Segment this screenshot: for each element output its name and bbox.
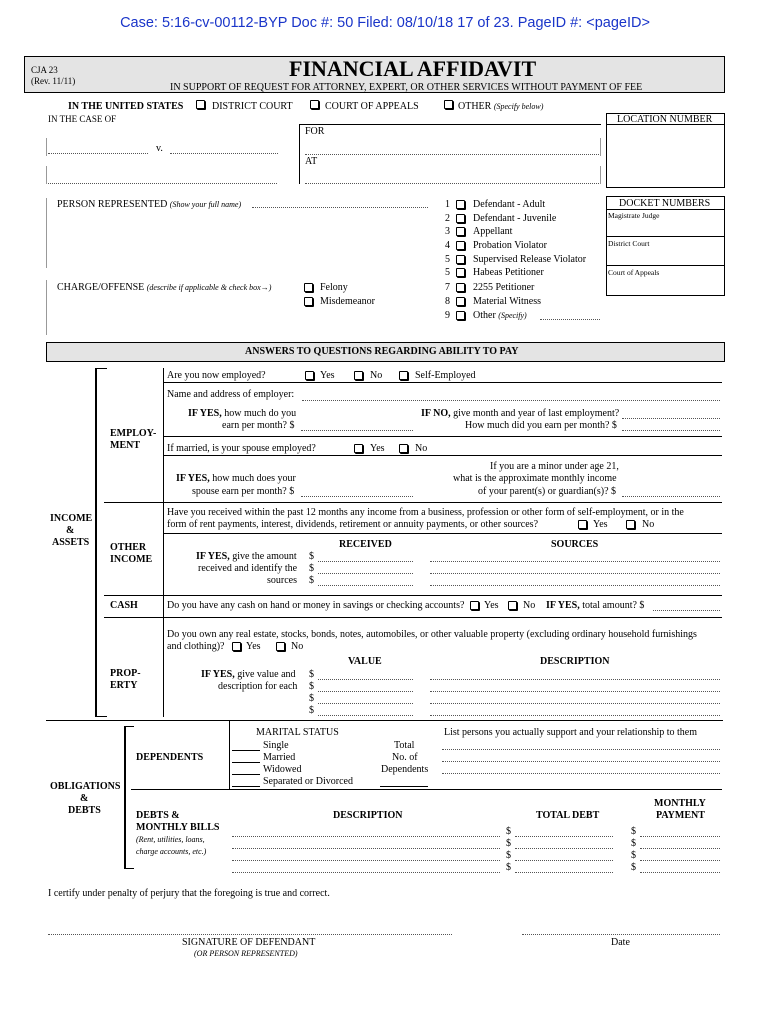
source-field[interactable]	[430, 561, 720, 562]
dollar-sign: $	[309, 563, 314, 574]
answers-header: ANSWERS TO QUESTIONS REGARDING ABILITY TO PAY	[245, 346, 519, 357]
other-income-label-1: OTHER	[110, 542, 147, 553]
employer-name-address-field[interactable]	[302, 400, 720, 401]
property-value-field[interactable]	[318, 703, 413, 704]
role-label: Probation Violator	[473, 240, 547, 251]
source-field[interactable]	[430, 573, 720, 574]
dollar-sign: $	[506, 850, 511, 861]
role-number: 3	[445, 226, 450, 237]
dollar-sign: $	[631, 862, 636, 873]
other-income-no-checkbox[interactable]	[626, 520, 635, 529]
dollar-sign: $	[506, 838, 511, 849]
property-yes-label: Yes	[246, 641, 261, 652]
in-the-us: IN THE UNITED STATES	[68, 101, 184, 112]
value-header: VALUE	[348, 656, 382, 667]
total-debt-header: TOTAL DEBT	[536, 810, 600, 821]
location-number-label: LOCATION NUMBER	[617, 114, 713, 125]
property-question-2: and clothing)?	[167, 641, 225, 652]
total-dependents-field[interactable]	[380, 786, 428, 787]
total-debt-field[interactable]	[515, 872, 613, 873]
property-description-field[interactable]	[430, 679, 720, 680]
income-assets-label-3: ASSETS	[52, 537, 90, 548]
total-dependents-2: No. of	[392, 752, 418, 763]
role-checkbox[interactable]	[456, 268, 465, 277]
charge-offense-label: CHARGE/OFFENSE (describe if applicable & check box→)	[57, 282, 272, 293]
cash-question: Do you have any cash on hand or money in savings or checking accounts?	[167, 600, 465, 611]
other-income-yes-checkbox[interactable]	[578, 520, 587, 529]
person-represented-field[interactable]	[252, 207, 428, 208]
dollar-sign: $	[309, 705, 314, 716]
role-label: Other (Specify)	[473, 310, 527, 321]
date-label: Date	[611, 937, 630, 948]
other-court-label: OTHER (Specify below)	[458, 101, 544, 112]
role-label: Appellant	[473, 226, 513, 237]
employed-no-label: No	[370, 370, 383, 381]
debt-description-field[interactable]	[232, 872, 500, 873]
parent-income-field[interactable]	[622, 496, 720, 497]
widowed-label: Widowed	[263, 764, 302, 775]
other-income-question-1: Have you received within the past 12 months any income from a business, profession or other form of self-employment, or in the	[167, 507, 684, 518]
dollar-sign: $	[631, 826, 636, 837]
debts-note-2: charge accounts, etc.)	[136, 847, 207, 856]
for-label: FOR	[305, 126, 325, 137]
debt-description-field[interactable]	[232, 860, 500, 861]
dollar-sign: $	[309, 575, 314, 586]
role-number: 5	[445, 267, 450, 278]
at-field[interactable]	[305, 183, 599, 184]
filing-header: Case: 5:16-cv-00112-BYP Doc #: 50 Filed: 08/10/18 17 of 23. PageID #: <pageID>	[120, 15, 650, 31]
cash-total-field[interactable]	[653, 610, 720, 611]
spouse-earn-field[interactable]	[301, 496, 413, 497]
marital-status-label: MARITAL STATUS	[256, 727, 339, 738]
at-label: AT	[305, 156, 318, 167]
married-label: Married	[263, 752, 296, 763]
give-value-label: IF YES, give value and	[201, 669, 296, 680]
self-employed-label: Self-Employed	[415, 370, 476, 381]
sources-header: SOURCES	[551, 539, 599, 550]
dollar-sign: $	[631, 838, 636, 849]
spouse-earn-1: IF YES, how much does your	[176, 473, 296, 484]
property-no-label: No	[291, 641, 304, 652]
role-number: 9	[445, 310, 450, 321]
self-employed-checkbox[interactable]	[399, 371, 408, 380]
role-number: 2	[445, 213, 450, 224]
dependent-person-field[interactable]	[442, 749, 720, 750]
income-assets-label-2: &	[66, 525, 75, 536]
dollar-sign: $	[506, 862, 511, 873]
dependents-label: DEPENDENTS	[136, 752, 204, 763]
spouse-earn-2: spouse earn per month? $	[192, 486, 295, 497]
give-amount-label: IF YES, give the amount	[196, 551, 297, 562]
spouse-no-checkbox[interactable]	[399, 444, 408, 453]
at-left-field[interactable]	[48, 183, 277, 184]
spouse-employed-question: If married, is your spouse employed?	[167, 443, 316, 454]
debts-note-1: (Rent, utilities, loans,	[136, 835, 205, 844]
how-much-did-you-earn: How much did you earn per month? $	[465, 420, 617, 431]
received-amount-field[interactable]	[318, 573, 413, 574]
spouse-yes-label: Yes	[370, 443, 385, 454]
district-court-checkbox[interactable]	[196, 100, 205, 109]
property-description-field[interactable]	[430, 703, 720, 704]
cash-yes-label: Yes	[484, 600, 499, 611]
form-rev: (Rev. 11/11)	[31, 76, 76, 86]
date-field[interactable]	[522, 934, 720, 935]
property-description-field[interactable]	[430, 691, 720, 692]
spouse-yes-checkbox[interactable]	[354, 444, 363, 453]
role-number: 4	[445, 240, 450, 251]
employed-yes-checkbox[interactable]	[305, 371, 314, 380]
total-debt-field[interactable]	[515, 848, 613, 849]
minor-income-2: what is the approximate monthly income	[453, 473, 617, 484]
monthly-payment-header-2: PAYMENT	[656, 810, 705, 821]
for-field[interactable]	[305, 154, 599, 155]
role-number: 7	[445, 282, 450, 293]
property-value-field[interactable]	[318, 679, 413, 680]
role-checkbox[interactable]	[456, 255, 465, 264]
other-income-yes-label: Yes	[593, 519, 608, 530]
last-employment-field[interactable]	[622, 418, 720, 419]
signature-note: (OR PERSON REPRESENTED)	[194, 949, 298, 958]
role-label: Material Witness	[473, 296, 542, 307]
other-income-question-2: form of rent payments, interest, dividends, retirement or annuity payments, or other sources?	[167, 519, 539, 530]
other-income-no-label: No	[642, 519, 655, 530]
defendant-field[interactable]	[170, 153, 278, 154]
if-yes-earn-1: IF YES, how much do you	[188, 408, 297, 419]
role-checkbox[interactable]	[456, 297, 465, 306]
if-no-last-employment: IF NO, give month and year of last employment?	[421, 408, 620, 419]
certify-statement: I certify under penalty of perjury that the foregoing is true and correct.	[48, 888, 330, 899]
income-assets-label-1: INCOME	[50, 513, 93, 524]
debt-description-field[interactable]	[232, 848, 500, 849]
cash-no-label: No	[523, 600, 536, 611]
dollar-sign: $	[309, 681, 314, 692]
cash-total-label: IF YES, total amount? $	[546, 600, 645, 611]
property-description-field[interactable]	[430, 715, 720, 716]
signature-field[interactable]	[48, 934, 452, 935]
monthly-payment-field[interactable]	[640, 872, 720, 873]
docket-court-of-appeals[interactable]: Court of Appeals	[608, 268, 660, 277]
role-number: 1	[445, 199, 450, 210]
other-role-field[interactable]	[540, 319, 600, 320]
docket-magistrate-judge[interactable]: Magistrate Judge	[608, 211, 660, 220]
received-amount-field[interactable]	[318, 561, 413, 562]
property-label-1: PROP-	[110, 668, 141, 679]
docket-district-court[interactable]: District Court	[608, 239, 650, 248]
misdemeanor-checkbox[interactable]	[304, 297, 313, 306]
total-dependents-1: Total	[394, 740, 415, 751]
felony-label: Felony	[320, 282, 348, 293]
employer-name-address-label: Name and address of employer:	[167, 389, 295, 400]
list-persons-label: List persons you actually support and your relationship to them	[444, 727, 698, 738]
debt-description-header: DESCRIPTION	[333, 810, 403, 821]
form-code: CJA 23	[31, 65, 58, 75]
property-label-2: ERTY	[110, 680, 138, 691]
court-of-appeals-label: COURT OF APPEALS	[325, 101, 419, 112]
dollar-sign: $	[506, 826, 511, 837]
versus-label: v.	[156, 143, 163, 154]
debts-label-1: DEBTS &	[136, 810, 180, 821]
obligations-label-1: OBLIGATIONS	[50, 781, 121, 792]
dollar-sign: $	[309, 693, 314, 704]
description-each-label: description for each	[218, 681, 298, 692]
role-checkbox[interactable]	[456, 241, 465, 250]
role-number: 5	[445, 254, 450, 265]
other-income-label-2: INCOME	[110, 554, 153, 565]
single-label: Single	[263, 740, 289, 751]
total-dependents-3: Dependents	[381, 764, 429, 775]
role-checkbox[interactable]	[456, 283, 465, 292]
cash-no-checkbox[interactable]	[508, 601, 517, 610]
employment-label-1: EMPLOY-	[110, 428, 157, 439]
property-no-checkbox[interactable]	[276, 642, 285, 651]
total-debt-field[interactable]	[515, 860, 613, 861]
signature-label: SIGNATURE OF DEFENDANT	[182, 937, 316, 948]
property-value-field[interactable]	[318, 715, 413, 716]
person-represented-label: PERSON REPRESENTED (Show your full name)	[57, 199, 242, 210]
form-subtitle: IN SUPPORT OF REQUEST FOR ATTORNEY, EXPERT, OR OTHER SERVICES WITHOUT PAYMENT OF FEE	[170, 82, 643, 93]
plaintiff-field[interactable]	[48, 153, 148, 154]
separated-divorced-label: Separated or Divorced	[263, 776, 353, 787]
debt-description-field[interactable]	[232, 836, 500, 837]
court-of-appeals-checkbox[interactable]	[310, 100, 319, 109]
spouse-no-label: No	[415, 443, 428, 454]
last-earn-field[interactable]	[622, 430, 720, 431]
role-label: Defendant - Adult	[473, 199, 546, 210]
debts-label-2: MONTHLY BILLS	[136, 822, 220, 833]
cash-label: CASH	[110, 600, 138, 611]
dollar-sign: $	[309, 669, 314, 680]
felony-checkbox[interactable]	[304, 283, 313, 292]
role-checkbox[interactable]	[456, 214, 465, 223]
docket-numbers-title: DOCKET NUMBERS	[619, 198, 711, 209]
dependent-person-field[interactable]	[442, 773, 720, 774]
employed-no-checkbox[interactable]	[354, 371, 363, 380]
role-checkbox[interactable]	[456, 227, 465, 236]
property-value-field[interactable]	[318, 691, 413, 692]
monthly-payment-field[interactable]	[640, 836, 720, 837]
monthly-payment-field[interactable]	[640, 848, 720, 849]
earn-per-month-field[interactable]	[301, 430, 413, 431]
received-amount-field[interactable]	[318, 585, 413, 586]
form-title: FINANCIAL AFFIDAVIT	[289, 56, 537, 81]
in-the-case-of: IN THE CASE OF	[48, 114, 117, 124]
role-checkbox[interactable]	[456, 311, 465, 320]
dollar-sign: $	[631, 850, 636, 861]
if-yes-earn-2: earn per month? $	[222, 420, 295, 431]
other-court-checkbox[interactable]	[444, 100, 453, 109]
cash-yes-checkbox[interactable]	[470, 601, 479, 610]
misdemeanor-label: Misdemeanor	[320, 296, 375, 307]
property-description-header: DESCRIPTION	[540, 656, 610, 667]
employed-yes-label: Yes	[320, 370, 335, 381]
role-number: 8	[445, 296, 450, 307]
employed-question: Are you now employed?	[167, 370, 266, 381]
monthly-payment-field[interactable]	[640, 860, 720, 861]
total-debt-field[interactable]	[515, 836, 613, 837]
sources-label: sources	[267, 575, 297, 586]
monthly-payment-header-1: MONTHLY	[654, 798, 706, 809]
property-yes-checkbox[interactable]	[232, 642, 241, 651]
minor-income-1: If you are a minor under age 21,	[490, 461, 619, 472]
role-label: 2255 Petitioner	[473, 282, 535, 293]
minor-income-3: of your parent(s) or guardian(s)? $	[478, 486, 617, 497]
received-header: RECEIVED	[339, 539, 392, 550]
role-label: Habeas Petitioner	[473, 267, 544, 278]
obligations-label-2: &	[80, 793, 89, 804]
dollar-sign: $	[309, 551, 314, 562]
role-label: Defendant - Juvenile	[473, 213, 557, 224]
property-question-1: Do you own any real estate, stocks, bonds, notes, automobiles, or other valuable property (excluding ordinary household furnishings	[167, 629, 697, 640]
source-field[interactable]	[430, 585, 720, 586]
district-court-label: DISTRICT COURT	[212, 101, 293, 112]
role-label: Supervised Release Violator	[473, 254, 587, 265]
obligations-label-3: DEBTS	[68, 805, 101, 816]
dependent-person-field[interactable]	[442, 761, 720, 762]
employment-label-2: MENT	[110, 440, 140, 451]
role-checkbox[interactable]	[456, 200, 465, 209]
received-identify-label: received and identify the	[198, 563, 298, 574]
